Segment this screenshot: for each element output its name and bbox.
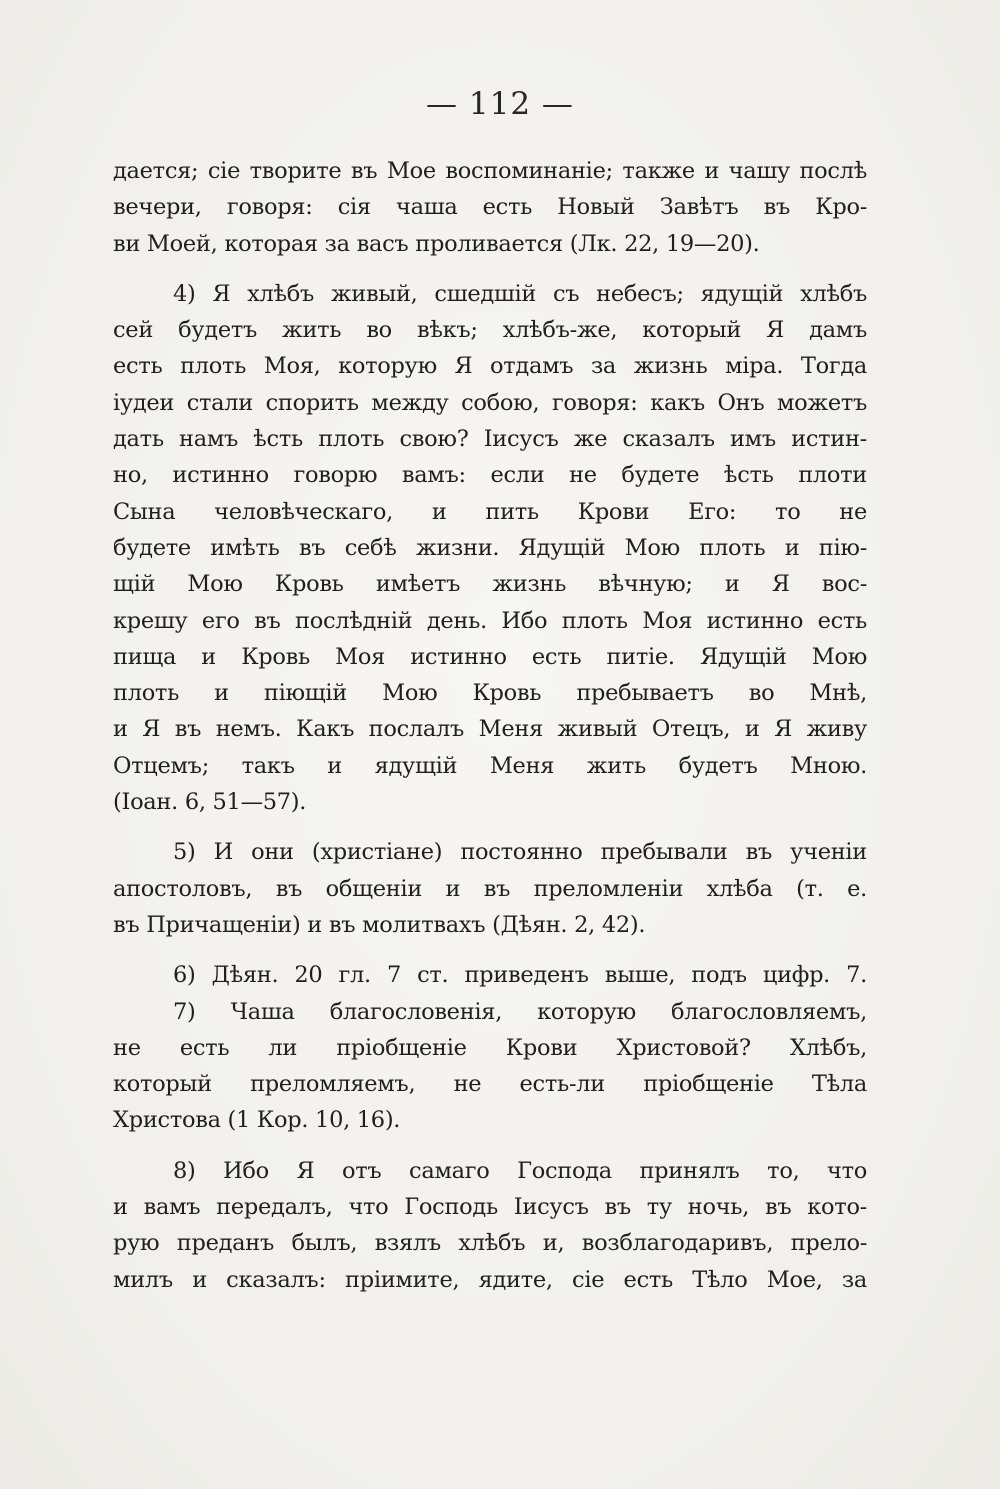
text-line: Христова (1 Кор. 10, 16). (113, 1107, 401, 1134)
paragraph (113, 276, 867, 820)
text-line: не есть ли пріобщеніе Крови Христовой? Хлѣбъ, (113, 1034, 867, 1061)
page-number: — 112 — (426, 86, 574, 122)
text-line: но, истинно говорю вамъ: если не будете ѣсть плоти (113, 462, 867, 489)
text-line: въ Причащеніи) и въ молитвахъ (Дѣян. 2, 42). (113, 911, 646, 938)
text-line: 5) И они (христіане) постоянно пребывали въ ученіи (173, 839, 867, 866)
paragraph (113, 1153, 867, 1298)
text-line: рую преданъ былъ, взялъ хлѣбъ и, возблагодаривъ, прело- (113, 1230, 867, 1257)
text-line: щій Мою Кровь имѣетъ жизнь вѣчную; и Я вос- (113, 571, 867, 598)
paragraph (113, 994, 867, 1139)
text-line: ви Моей, которая за васъ проливается (Лк. 22, 19—20). (113, 230, 760, 257)
text-line: сей будетъ жить во вѣкъ; хлѣбъ-же, который Я дамъ (113, 317, 867, 344)
text-line: Сына человѣческаго, и пить Крови Его: то не (113, 498, 867, 525)
text-line: 6) Дѣян. 20 гл. 7 ст. приведенъ выше, подъ цифр. 7. (173, 962, 867, 989)
text-line: плоть и піющій Мою Кровь пребываетъ во Мнѣ, (113, 680, 867, 707)
paragraph (113, 834, 867, 943)
text-line: дается; сіе творите въ Мое воспоминаніе; также и чашу послѣ (113, 158, 867, 184)
text-line: есть плоть Моя, которую Я отдамъ за жизнь міра. Тогда (113, 353, 867, 380)
text-line: вечери, говоря: сія чаша есть Новый Завѣтъ въ Кро- (113, 194, 867, 221)
text-line: іудеи стали спорить между собою, говоря: какъ Онъ можетъ (113, 389, 867, 416)
text-line: и вамъ передалъ, что Господь Іисусъ въ ту ночь, въ кото- (113, 1194, 867, 1221)
text-line: 7) Чаша благословенія, которую благословляемъ, (173, 998, 867, 1025)
text-line: будете имѣть въ себѣ жизни. Ядущій Мою плоть и пію- (113, 534, 867, 561)
body-text (113, 153, 867, 1298)
text-line: дать намъ ѣсть плоть свою? Іисусъ же сказалъ имъ истин- (113, 426, 867, 453)
text-line: 8) Ибо Я отъ самаго Господа принялъ то, что (173, 1157, 867, 1184)
text-line: Отцемъ; такъ и ядущій Меня жить будетъ Мною. (113, 752, 867, 779)
text-line: который преломляемъ, не есть-ли пріобщеніе Тѣла (113, 1071, 867, 1098)
paragraph (113, 957, 867, 993)
text-line: апостоловъ, въ общеніи и въ преломленіи хлѣба (т. е. (113, 875, 867, 902)
text-line: и Я въ немъ. Какъ послалъ Меня живый Отецъ, и Я живу (113, 716, 867, 743)
text-line: милъ и сказалъ: пріимите, ядите, сіе есть Тѣло Мое, за (113, 1266, 867, 1293)
text-line: крешу его въ послѣдній день. Ибо плоть Моя истинно есть (113, 607, 867, 634)
paragraph (113, 153, 867, 262)
text-line: 4) Я хлѣбъ живый, сшедшій съ небесъ; ядущій хлѣбъ (173, 280, 867, 307)
text-line: (Іоан. 6, 51—57). (113, 789, 307, 816)
text-line: пища и Кровь Моя истинно есть питіе. Ядущій Мою (113, 643, 867, 670)
